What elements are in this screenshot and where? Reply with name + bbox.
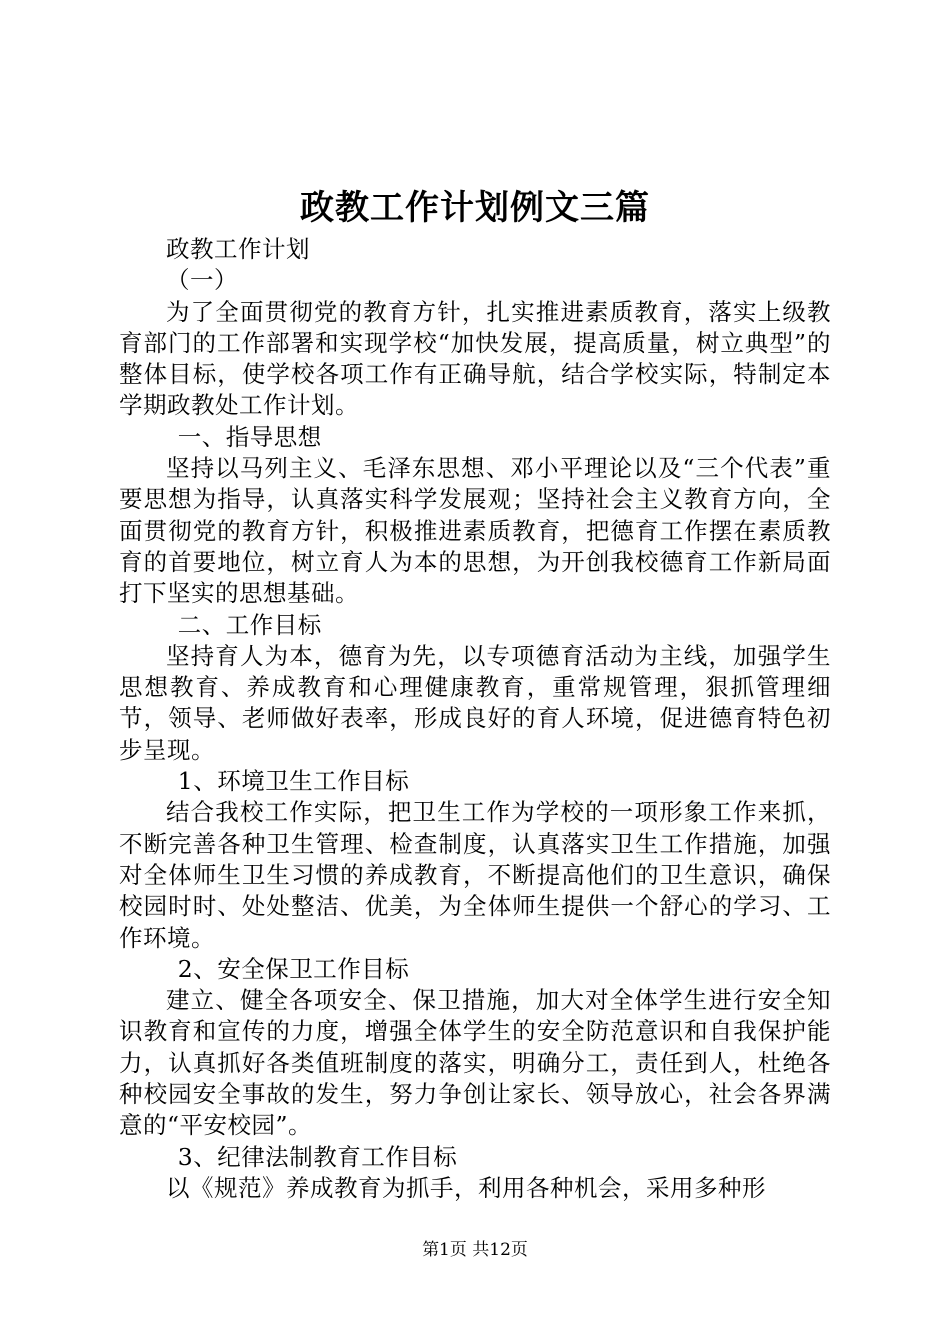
- guiding-thought-paragraph: 坚持以马列主义、毛泽东思想、邓小平理论以及“三个代表”重要思想为指导，认真落实科学发展观；坚持社会主义教育方向，全面贯彻党的教育方针，积极推进素质教育，把德育工作摆在素质教育的首要地位，树立育人为本的思想，为开创我校德育工作新局面打下坚实的思想基础。: [119, 454, 831, 608]
- heading-guiding-thought: 一、指导思想: [177, 422, 322, 451]
- environment-hygiene-paragraph: 结合我校工作实际，把卫生工作为学校的一项形象工作来抓，不断完善各种卫生管理、检查制度，认真落实卫生工作措施，加强对全体师生卫生习惯的养成教育，不断提高他们的卫生意识，确保校园时时、处处整洁、优美，为全体师生提供一个舒心的学习、工作环境。: [119, 798, 831, 952]
- discipline-law-paragraph: 以《规范》养成教育为抓手，利用各种机会，采用多种形: [166, 1173, 766, 1202]
- document-body: [119, 234, 831, 1204]
- heading-work-goals: 二、工作目标: [177, 610, 322, 639]
- heading-discipline-law: 3、纪律法制教育工作目标: [177, 1142, 458, 1171]
- work-goals-paragraph: 坚持育人为本，德育为先，以专项德育活动为主线，加强学生思想教育、养成教育和心理健康教育，重常规管理，狠抓管理细节，领导、老师做好表率，形成良好的育人环境，促进德育特色初步呈现。: [119, 641, 831, 764]
- section-title: 政教工作计划: [166, 235, 310, 263]
- document-title: 政教工作计划例文三篇: [300, 188, 650, 228]
- page-footer: [0, 1238, 950, 1262]
- heading-safety-security: 2、安全保卫工作目标: [177, 954, 410, 983]
- safety-security-paragraph: 建立、健全各项安全、保卫措施，加大对全体学生进行安全知识教育和宣传的力度，增强全体学生的安全防范意识和自我保护能力，认真抓好各类值班制度的落实，明确分工，责任到人，杜绝各种校园安全事故的发生，努力争创让家长、领导放心，社会各界满意的“平安校园”。: [119, 986, 831, 1140]
- intro-paragraph: 为了全面贯彻党的教育方针，扎实推进素质教育，落实上级教育部门的工作部署和实现学校“加快发展，提高质量，树立典型”的整体目标，使学校各项工作有正确导航，结合学校实际，特制定本学期政教处工作计划。: [119, 297, 831, 420]
- section-number: （一）: [166, 266, 238, 295]
- page-total: 共12页: [472, 1240, 528, 1260]
- page-number: 第1页: [422, 1240, 467, 1260]
- heading-environment-hygiene: 1、环境卫生工作目标: [177, 767, 410, 796]
